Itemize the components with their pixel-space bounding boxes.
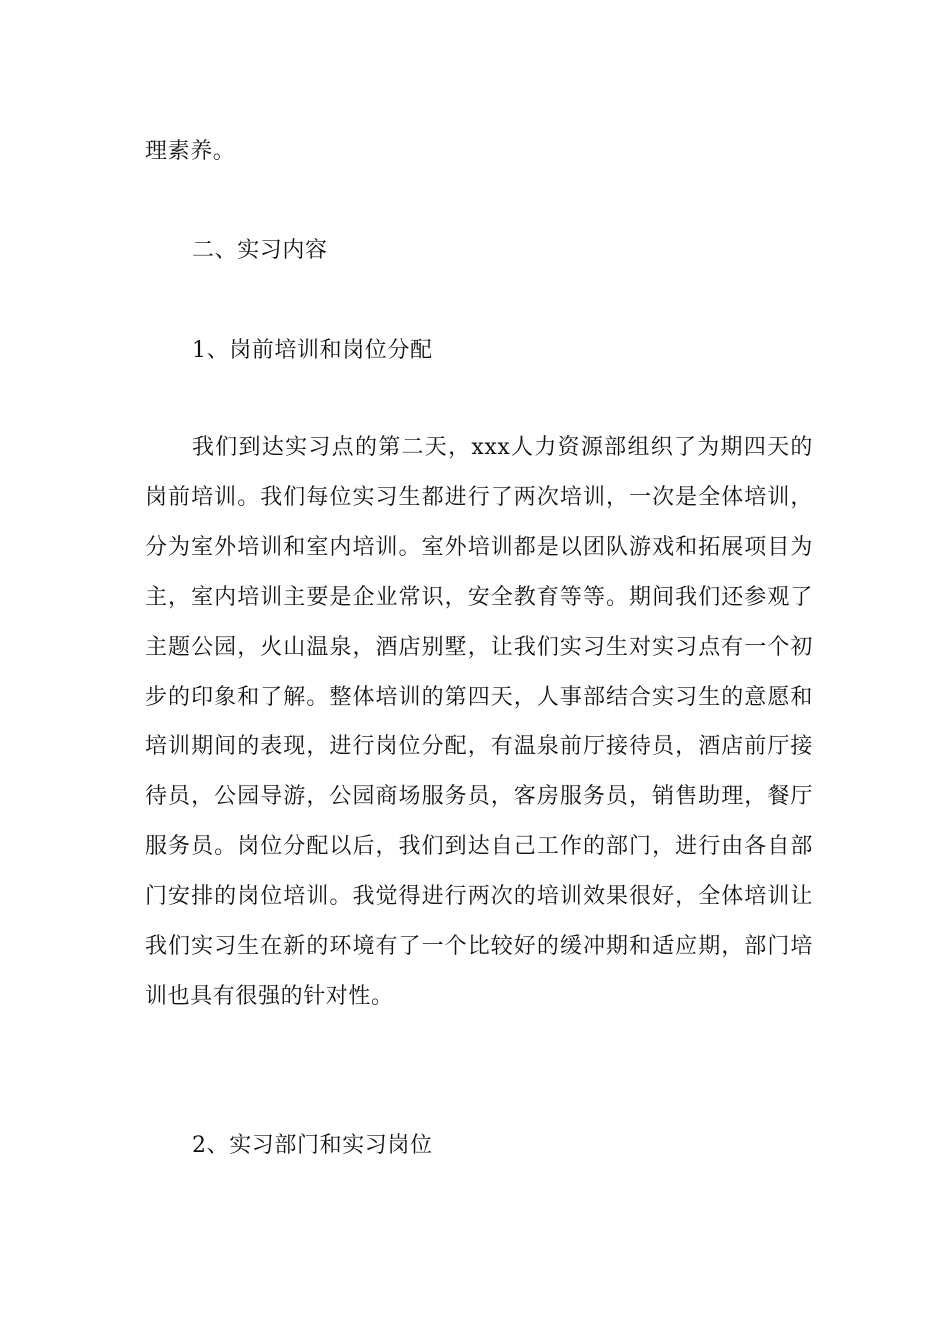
continuation-text: 理素养。 [145, 139, 236, 164]
subheading-2: 2、实习部门和实习岗位 [192, 1133, 433, 1158]
paragraph-1: 我们到达实习点的第二天，xxx人力资源部组织了为期四天的岗前培训。我们每位实习生都进行了两次培训，一次是全体培训，分为室外培训和室内培训。室外培训都是以团队游戏和拓展项目为主，室内培训主要是企业常识，安全教育等等。期间我们还参观了主题公园，火山温泉，酒店别墅，让我们实习生对实习点有一个初步的印象和了解。整体培训的第四天，人事部结合实习生的意愿和培训期间的表现，进行岗位分配，有温泉前厅接待员，酒店前厅接待员，公园导游，公园商场服务员，客房服务员，销售助理，餐厅服务员。岗位分配以后，我们到达自己工作的部门，进行由各自部门安排的岗位培训。我觉得进行两次的培训效果很好，全体培训让我们实习生在新的环境有了一个比较好的缓冲期和适应期，部门培训也具有很强的针对性。 [145, 435, 813, 1009]
subheading-1: 1、岗前培训和岗位分配 [192, 338, 433, 363]
section-heading: 二、实习内容 [192, 238, 328, 263]
